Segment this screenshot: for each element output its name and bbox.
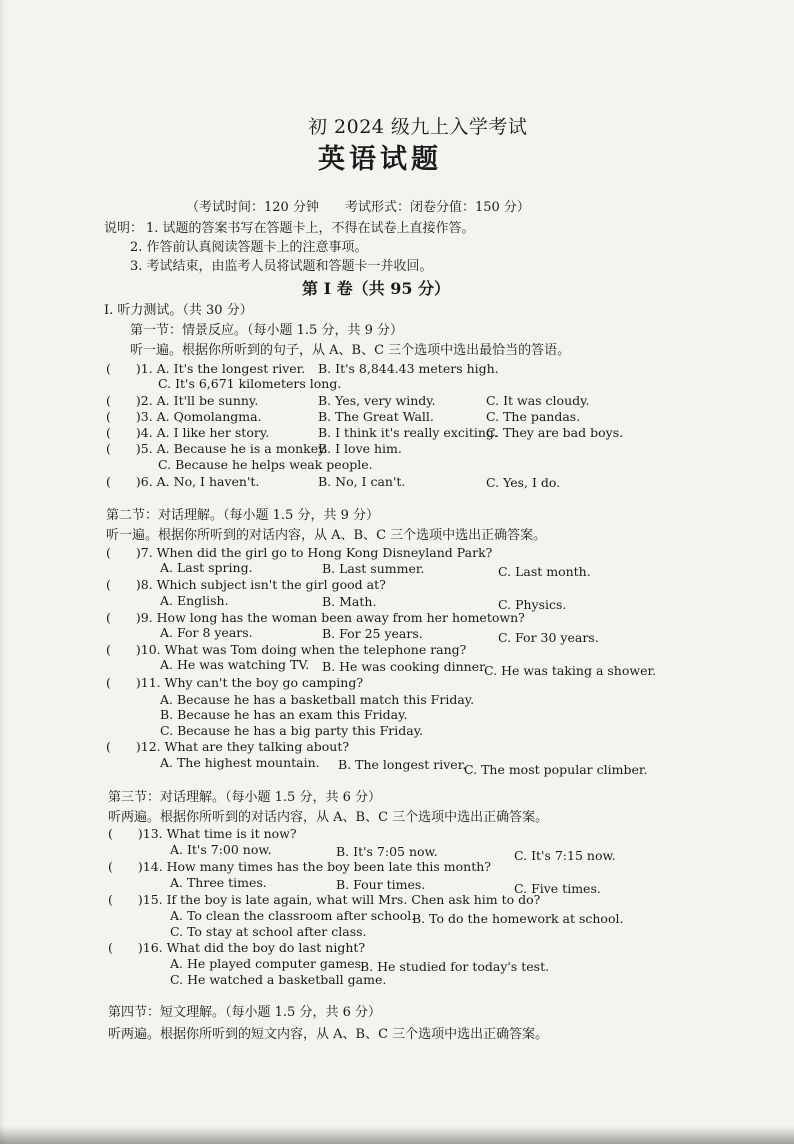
option-a: A. He played computer games. xyxy=(170,956,366,971)
section-title: 第三节：对话理解。（每小题 1.5 分，共 6 分） xyxy=(108,790,381,805)
question-stem: ( )8. Which subject isn't the girl good at? xyxy=(106,577,386,592)
option-b: B. Math. xyxy=(322,594,377,609)
section-direction: 听两遍。根据你所听到的短文内容，从 A、B、C 三个选项中选出正确答案。 xyxy=(108,1027,549,1042)
question-stem: ( )4. A. I like her story. xyxy=(106,425,270,440)
question-stem: ( )3. A. Qomolangma. xyxy=(106,409,262,424)
option-b: B. The Great Wall. xyxy=(318,409,434,424)
question-stem: ( )15. If the boy is late again, what will Mrs. Chen ask him to do? xyxy=(108,892,541,907)
scan-bottom-shadow xyxy=(0,1126,794,1144)
question-stem: ( )1. A. It's the longest river. xyxy=(106,361,306,376)
subject-title: 英语试题 xyxy=(318,144,442,175)
option-a: A. For 8 years. xyxy=(160,625,253,640)
option-c: C. The pandas. xyxy=(486,409,581,424)
option-b: B. Because he has an exam this Friday. xyxy=(160,707,408,722)
option-c: C. Five times. xyxy=(514,881,601,896)
question-stem: ( )7. When did the girl go to Hong Kong Disneyland Park? xyxy=(106,545,493,560)
option-c: C. He watched a basketball game. xyxy=(170,972,387,987)
option-c: C. It's 6,671 kilometers long. xyxy=(158,376,342,391)
option-c: C. Last month. xyxy=(498,564,591,579)
question-stem: ( )9. How long has the woman been away from her hometown? xyxy=(106,610,525,625)
option-b: B. For 25 years. xyxy=(322,626,423,641)
option-b: B. No, I can't. xyxy=(318,474,406,489)
section-title: 第二节：对话理解。（每小题 1.5 分，共 9 分） xyxy=(106,508,379,523)
option-a: A. He was watching TV. xyxy=(160,657,310,672)
option-b: B. I love him. xyxy=(318,441,402,456)
question-stem: ( )2. A. It'll be sunny. xyxy=(106,393,259,408)
section-direction: 听两遍。根据你所听到的对话内容，从 A、B、C 三个选项中选出正确答案。 xyxy=(108,810,549,825)
instructions-label: 说明： xyxy=(104,221,144,236)
option-c: C. They are bad boys. xyxy=(486,425,624,440)
option-a: A. Three times. xyxy=(170,875,267,890)
option-b: B. Four times. xyxy=(336,877,426,892)
question-stem: ( )5. A. Because he is a monkey. xyxy=(106,441,328,456)
option-b: B. To do the homework at school. xyxy=(412,911,624,926)
question-stem: ( )13. What time is it now? xyxy=(108,826,297,841)
option-b: B. I think it's really exciting. xyxy=(318,425,498,440)
question-stem: ( )14. How many times has the boy been late this month? xyxy=(108,859,491,874)
volume-title: 第 I 卷（共 95 分） xyxy=(302,279,451,298)
instruction-item: 3. 考试结束，由监考人员将试题和答题卡一并收回。 xyxy=(130,259,433,274)
option-b: B. It's 8,844.43 meters high. xyxy=(318,361,499,376)
option-b: B. He studied for today's test. xyxy=(360,959,550,974)
question-stem: ( )6. A. No, I haven't. xyxy=(106,474,260,489)
option-b: B. Yes, very windy. xyxy=(318,393,436,408)
option-c: C. Yes, I do. xyxy=(486,475,561,490)
part-title: I. 听力测试。（共 30 分） xyxy=(104,303,253,318)
option-a: A. Because he has a basketball match this Friday. xyxy=(160,692,475,707)
option-a: A. The highest mountain. xyxy=(160,755,320,770)
option-a: A. English. xyxy=(160,593,229,608)
option-c: C. It's 7:15 now. xyxy=(514,848,616,863)
question-stem: ( )16. What did the boy do last night? xyxy=(108,940,366,955)
section-direction: 听一遍。根据你所听到的句子，从 A、B、C 三个选项中选出最恰当的答语。 xyxy=(130,343,571,358)
option-c: C. He was taking a shower. xyxy=(484,663,657,678)
section-direction: 听一遍。根据你所听到的对话内容，从 A、B、C 三个选项中选出正确答案。 xyxy=(106,528,547,543)
scan-edge-shadow xyxy=(0,0,6,1144)
option-c: C. Physics. xyxy=(498,597,567,612)
section-title: 第一节：情景反应。（每小题 1.5 分，共 9 分） xyxy=(130,323,403,338)
instruction-item: 1. 试题的答案书写在答题卡上，不得在试卷上直接作答。 xyxy=(146,221,475,236)
question-stem: ( )11. Why can't the boy go camping? xyxy=(106,675,364,690)
exam-info: （考试时间：120 分钟 考试形式：闭卷分值：150 分） xyxy=(186,200,530,215)
option-b: B. The longest river. xyxy=(338,757,467,772)
option-c: C. For 30 years. xyxy=(498,630,599,645)
option-c: C. To stay at school after class. xyxy=(170,924,367,939)
section-title: 第四节：短文理解。（每小题 1.5 分，共 6 分） xyxy=(108,1005,381,1020)
option-c: C. Because he has a big party this Friday. xyxy=(160,723,424,738)
option-c: C. The most popular climber. xyxy=(464,762,648,777)
option-b: B. Last summer. xyxy=(322,561,425,576)
option-a: A. To clean the classroom after school. xyxy=(170,908,416,923)
option-c: C. It was cloudy. xyxy=(486,393,590,408)
option-a: A. Last spring. xyxy=(160,560,253,575)
instruction-item: 2. 作答前认真阅读答题卡上的注意事项。 xyxy=(130,240,368,255)
question-stem: ( )10. What was Tom doing when the telephone rang? xyxy=(106,642,467,657)
option-c: C. Because he helps weak people. xyxy=(158,457,373,472)
exam-title: 初 2024 级九上入学考试 xyxy=(308,116,528,138)
option-b: B. It's 7:05 now. xyxy=(336,844,438,859)
option-b: B. He was cooking dinner. xyxy=(322,659,488,674)
option-a: A. It's 7:00 now. xyxy=(170,842,272,857)
question-stem: ( )12. What are they talking about? xyxy=(106,739,350,754)
